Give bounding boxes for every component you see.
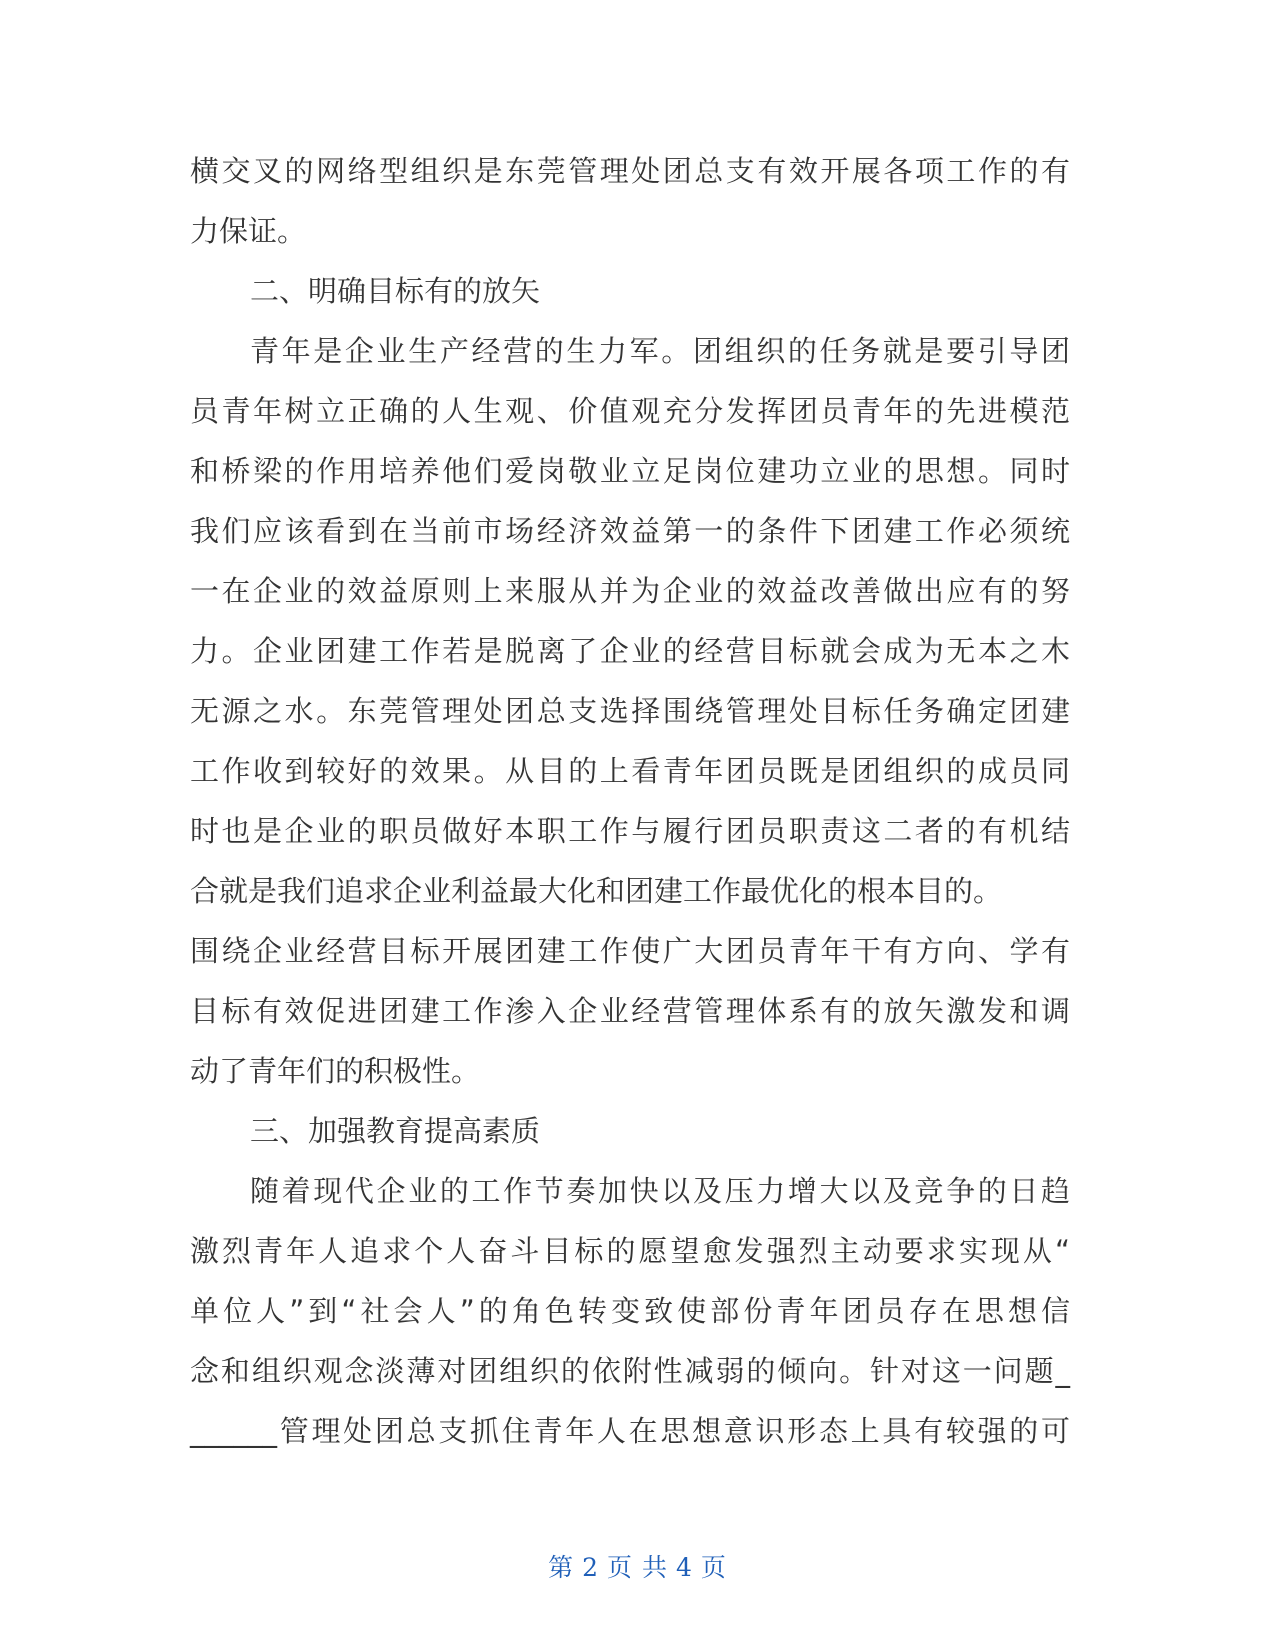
section-heading: 二、明确目标有的放矢: [250, 274, 541, 308]
text-line: 工作收到较好的效果。从目的上看青年团员既是团组织的成员同: [190, 754, 1070, 788]
section-heading: 三、加强教育提高素质: [250, 1114, 541, 1148]
text-line: 无源之水。东莞管理处团总支选择围绕管理处目标任务确定团建: [190, 694, 1070, 728]
text-line: 念和组织观念淡薄对团组织的依附性减弱的倾向。针对这一问题_: [190, 1354, 1070, 1388]
text-line: 动了青年们的积极性。: [190, 1054, 481, 1088]
page-footer: [0, 1548, 1275, 1584]
text-line: 激烈青年人追求个人奋斗目标的愿望愈发强烈主动要求实现从“: [190, 1234, 1070, 1268]
text-line: 合就是我们追求企业利益最大化和团建工作最优化的根本目的。: [190, 874, 1003, 908]
text-line: 力。企业团建工作若是脱离了企业的经营目标就会成为无本之木: [190, 634, 1070, 668]
text-line: 和桥梁的作用培养他们爱岗敬业立足岗位建功立业的思想。同时: [190, 454, 1070, 488]
footer-prefix: 第: [548, 1553, 575, 1582]
paragraph-first-line: 随着现代企业的工作节奏加快以及压力增大以及竞争的日趋: [250, 1174, 1070, 1208]
text-line: 一在企业的效益原则上来服从并为企业的效益改善做出应有的努: [190, 574, 1070, 608]
text-line: 目标有效促进团建工作渗入企业经营管理体系有的放矢激发和调: [190, 994, 1070, 1028]
current-page-number: 2: [582, 1553, 600, 1582]
document-body: [190, 141, 1070, 1461]
text-line: 员青年树立正确的人生观、价值观充分发挥团员青年的先进模范: [190, 394, 1070, 428]
text-line: ______管理处团总支抓住青年人在思想意识形态上具有较强的可: [190, 1414, 1070, 1448]
text-line: 横交叉的网络型组织是东莞管理处团总支有效开展各项工作的有: [190, 154, 1070, 188]
text-line: 我们应该看到在当前市场经济效益第一的条件下团建工作必须统: [190, 514, 1070, 548]
footer-middle: 页 共: [607, 1553, 668, 1582]
text-line: 时也是企业的职员做好本职工作与履行团员职责这二者的有机结: [190, 814, 1070, 848]
text-line: 单位人”到“社会人”的角色转变致使部份青年团员存在思想信: [190, 1294, 1070, 1328]
total-pages-number: 4: [675, 1553, 693, 1582]
paragraph-first-line: 青年是企业生产经营的生力军。团组织的任务就是要引导团: [250, 334, 1070, 368]
footer-suffix: 页: [700, 1553, 727, 1582]
text-line: 力保证。: [190, 214, 307, 248]
text-line: 围绕企业经营目标开展团建工作使广大团员青年干有方向、学有: [190, 934, 1070, 968]
